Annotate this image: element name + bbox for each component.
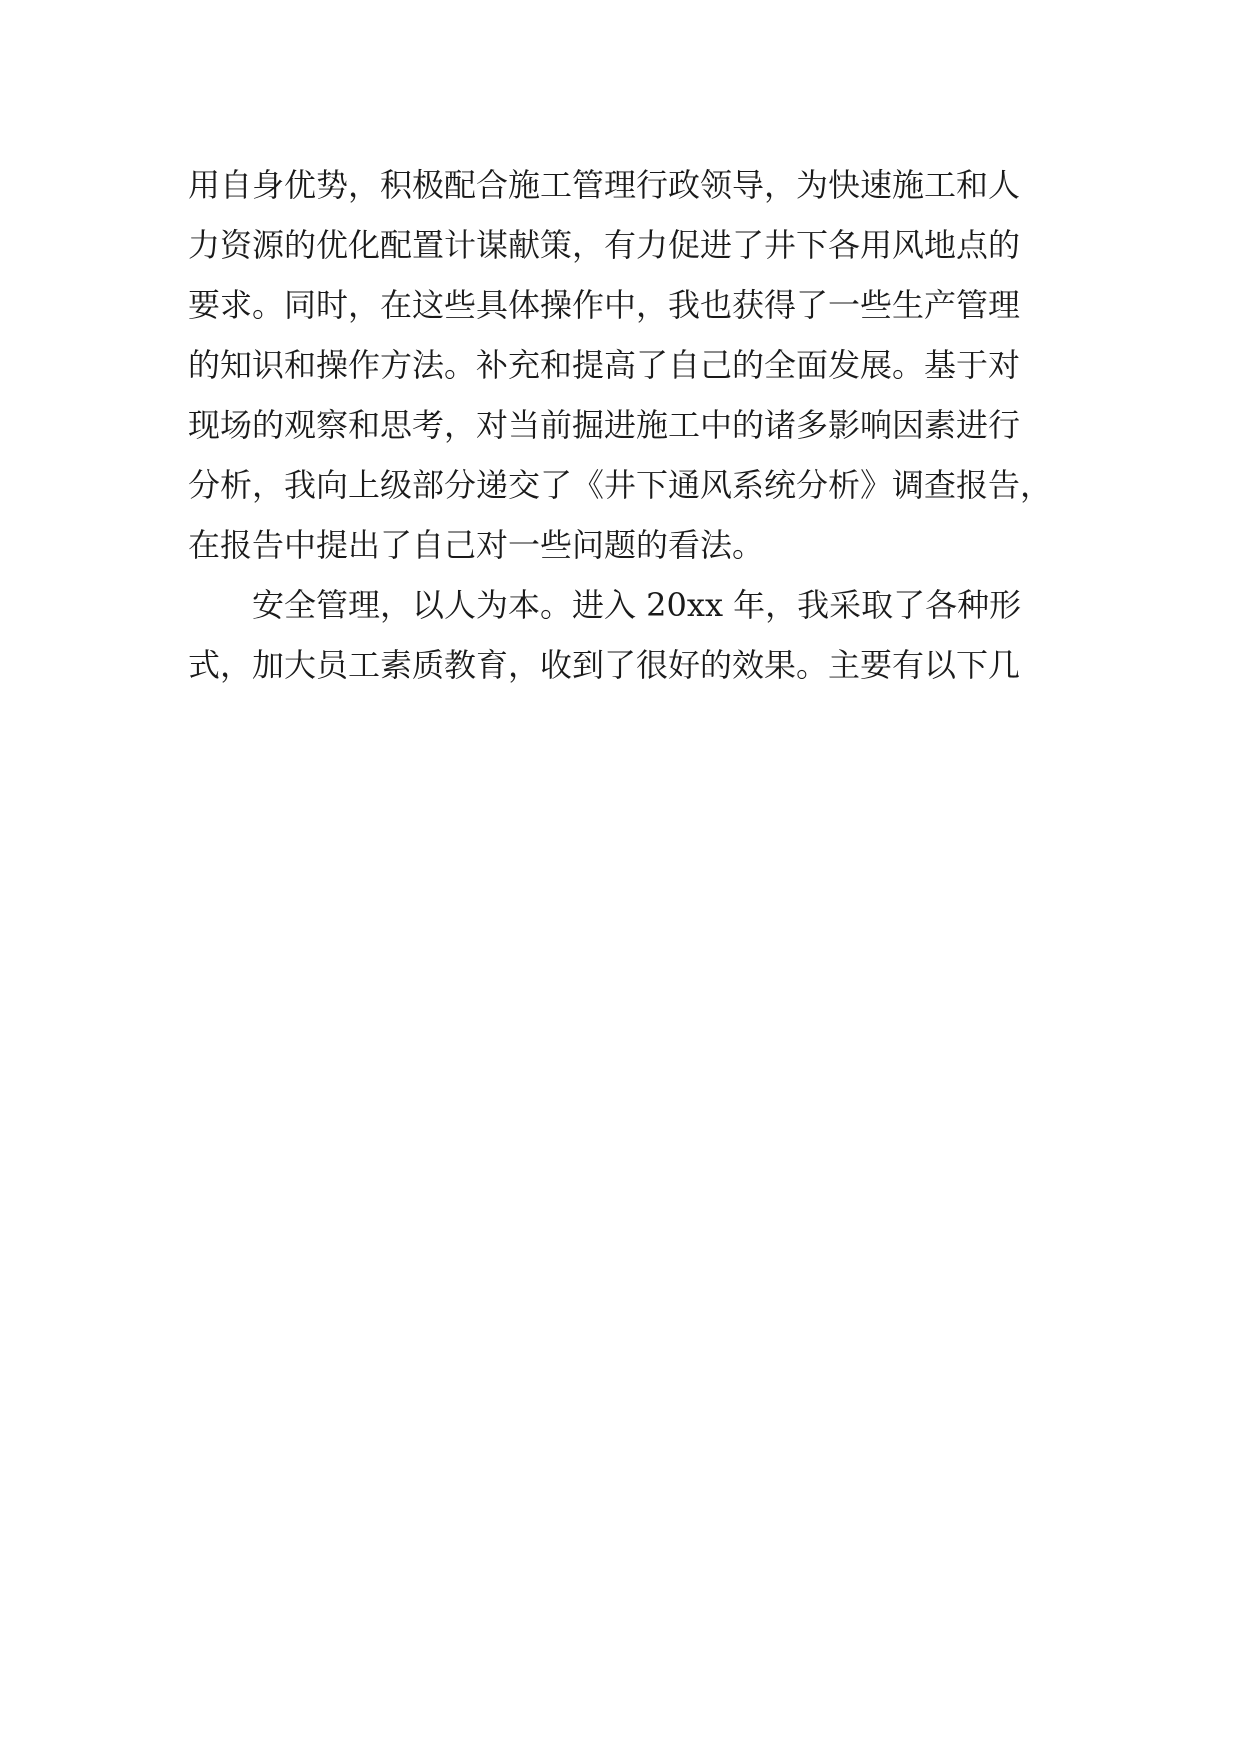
text-line: 安全管理，以人为本。进入 20xx 年，我采取了各种形 [252,586,1022,624]
text-line: 力资源的优化配置计谋献策，有力促进了井下各用风地点的 [188,226,1021,264]
body-text [188,155,1068,695]
text-line: 用自身优势，积极配合施工管理行政领导，为快速施工和人 [188,166,1021,204]
text-line: 现场的观察和思考，对当前掘进施工中的诸多影响因素进行 [188,406,1021,444]
text-line: 的知识和操作方法。补充和提高了自己的全面发展。基于对 [188,346,1021,384]
text-line: 分析，我向上级部分递交了《井下通风系统分析》调查报告， [188,466,1053,504]
text-line: 在报告中提出了自己对一些问题的看法。 [188,526,765,564]
text-line: 要求。同时，在这些具体操作中，我也获得了一些生产管理 [188,286,1021,324]
text-line: 式，加大员工素质教育，收到了很好的效果。主要有以下几 [188,646,1021,684]
